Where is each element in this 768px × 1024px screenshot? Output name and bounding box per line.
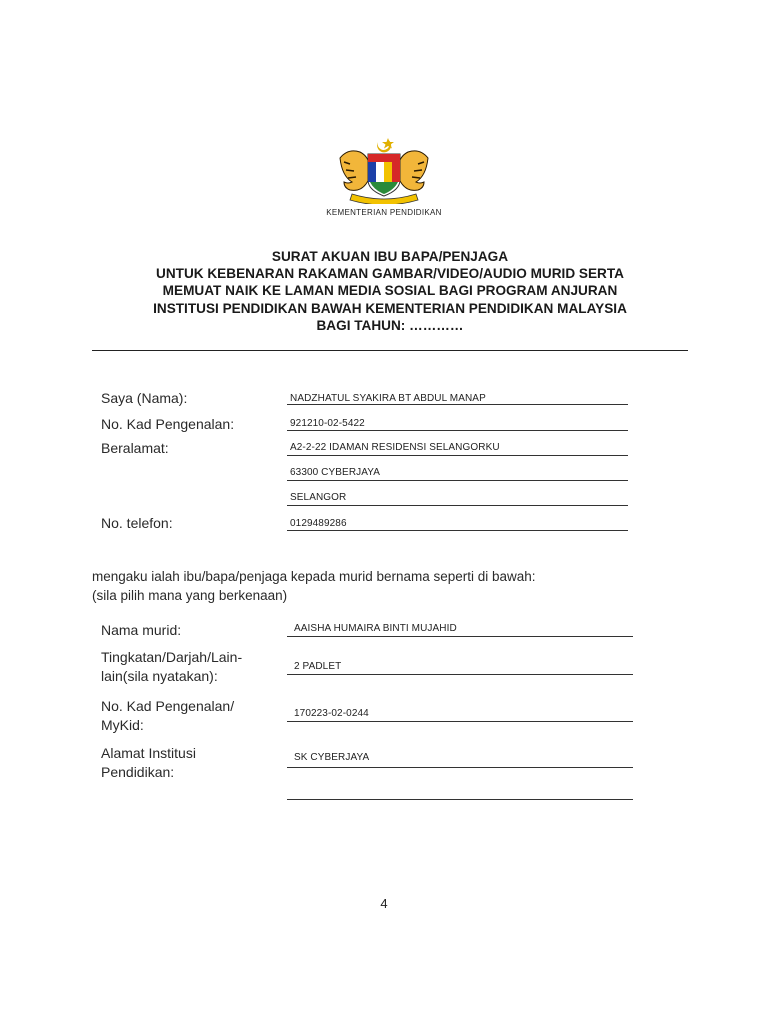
student-name-line [287,636,633,637]
title-line: MEMUAT NAIK KE LAMAN MEDIA SOSIAL BAGI PROGRAM ANJURAN [162,283,618,299]
title-line: INSTITUSI PENDIDIKAN BAWAH KEMENTERIAN PENDIDIKAN MALAYSIA [153,300,627,316]
parent-address-line [287,455,628,456]
student-level-label [101,648,242,686]
parent-name-label: Saya (Nama): [101,390,188,406]
parent-name-value: NADZHATUL SYAKIRA BT ABDUL MANAP [290,393,486,404]
title-line: SURAT AKUAN IBU BAPA/PENJAGA [271,249,509,264]
parent-ic-line [287,430,628,431]
page-number: 4 [380,896,388,911]
student-name-value: AAISHA HUMAIRA BINTI MUJAHID [294,623,457,634]
coat-of-arms-icon [334,136,434,204]
parent-address-line [287,505,628,506]
ministry-name: KEMENTERIAN PENDIDIKAN [326,208,442,217]
student-ic-value: 170223-02-0244 [294,708,369,719]
declaration-note: (sila pilih mana yang berkenaan) [92,588,288,603]
parent-ic-label: No. Kad Pengenalan: [101,416,235,432]
student-institution-label [101,744,196,782]
parent-phone-line [287,530,628,531]
student-institution-line [287,799,633,800]
student-level-label-line: Tingkatan/Darjah/Lain- [101,649,243,665]
parent-ic-value: 921210-02-5422 [290,418,365,429]
student-ic-line [287,721,633,722]
student-institution-label-line: Pendidikan: [101,764,175,780]
student-level-value: 2 PADLET [294,661,342,672]
declaration-text [92,567,536,605]
student-level-label-line: lain(sila nyatakan): [101,668,218,684]
student-ic-label-line: No. Kad Pengenalan/ [101,698,235,714]
document-title [100,248,680,334]
parent-address-line-1: A2-2-22 IDAMAN RESIDENSI SELANGORKU [290,442,500,453]
student-ic-label [101,697,234,735]
parent-address-line [287,480,628,481]
student-institution-label-line: Alamat Institusi [101,745,196,761]
title-divider [92,350,688,351]
title-line: UNTUK KEBENARAN RAKAMAN GAMBAR/VIDEO/AUDIO MURID SERTA [156,266,624,282]
student-ic-label-line: MyKid: [101,717,144,733]
student-name-label: Nama murid: [101,622,182,638]
title-line: BAGI TAHUN: ………… [316,317,464,333]
parent-address-line-3: SELANGOR [290,492,347,503]
student-level-line [287,674,633,675]
parent-phone-label: No. telefon: [101,515,173,531]
student-institution-value: SK CYBERJAYA [294,752,370,763]
parent-phone-value: 0129489286 [290,518,347,529]
parent-address-line-2: 63300 CYBERJAYA [290,467,381,478]
parent-address-label: Beralamat: [101,440,169,456]
declaration-line: mengaku ialah ibu/bapa/penjaga kepada murid bernama seperti di bawah: [92,569,536,584]
student-institution-line [287,767,633,768]
parent-name-line [287,404,628,405]
